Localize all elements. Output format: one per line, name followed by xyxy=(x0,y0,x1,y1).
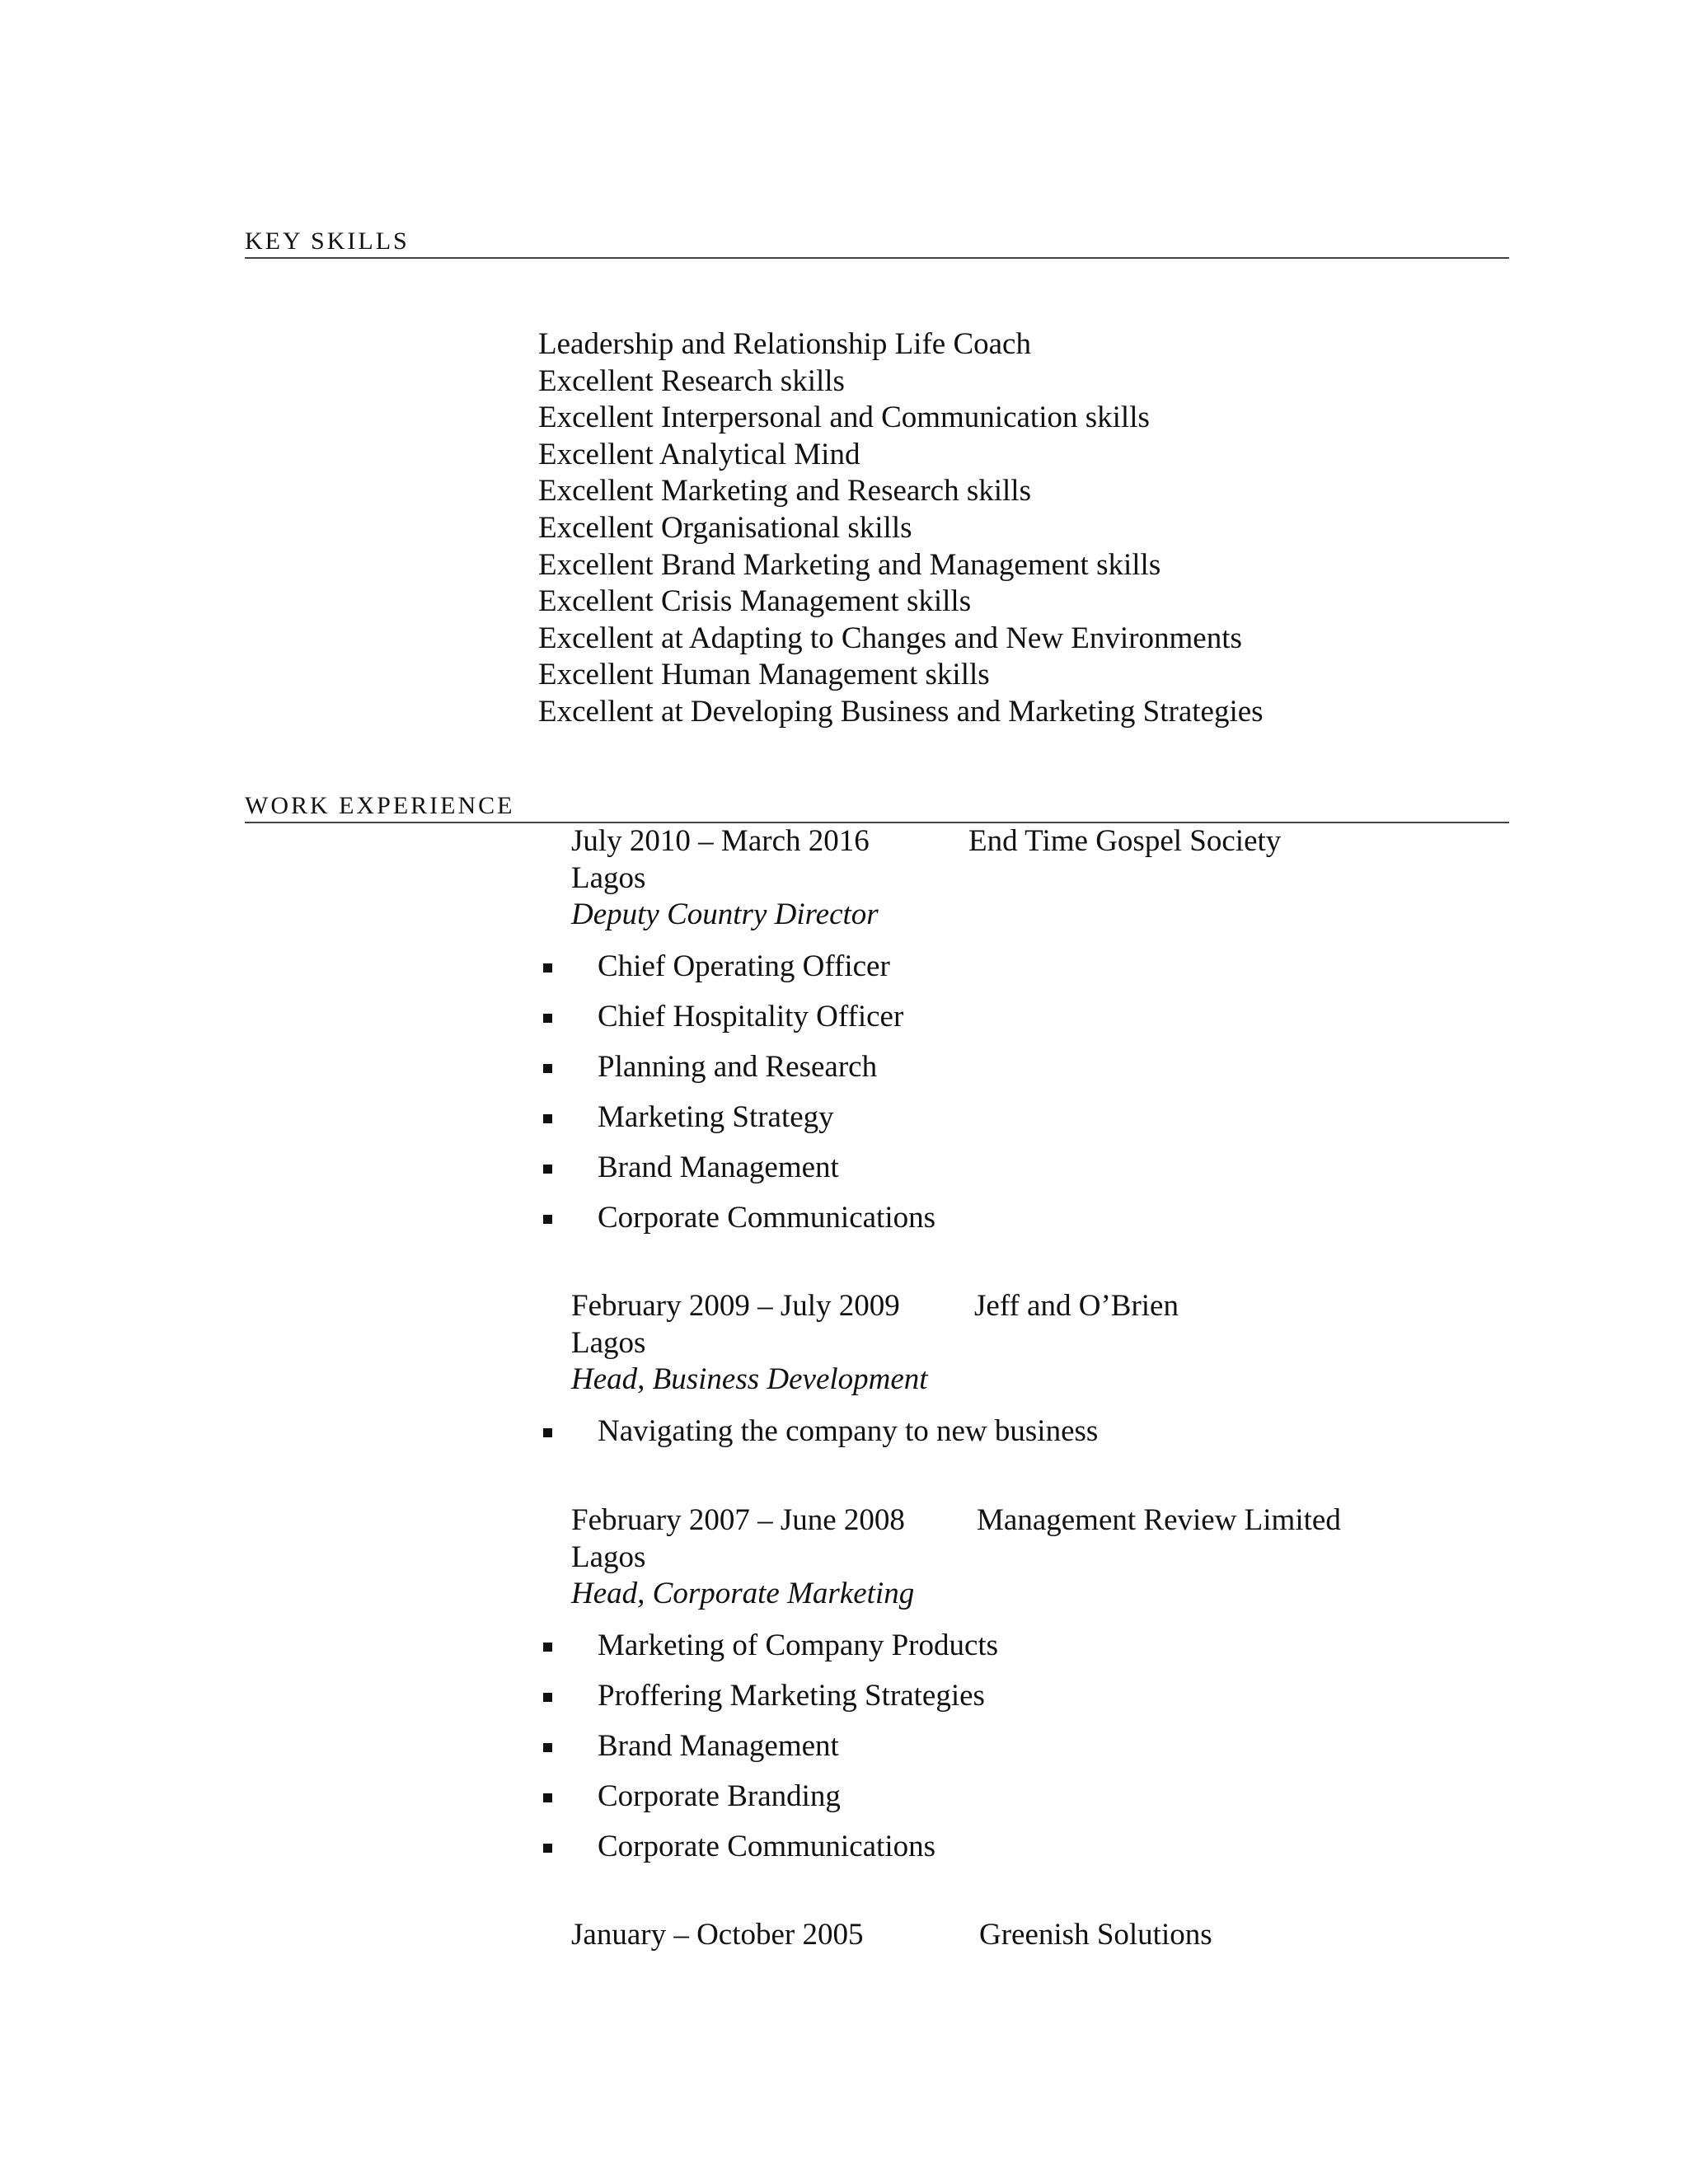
job-entry xyxy=(571,1288,1179,1399)
bullet-square-icon xyxy=(543,1114,552,1123)
duty-item: Marketing of Company Products xyxy=(538,1620,998,1671)
job-employer: Jeff and O’Brien xyxy=(974,1289,1179,1323)
bullet-square-icon xyxy=(543,1643,552,1652)
skill-item: Excellent at Adapting to Changes and New Environments xyxy=(538,621,1242,655)
bullet-square-icon xyxy=(543,1215,552,1224)
job-dates: January – October 2005 xyxy=(571,1918,864,1952)
job-employer: End Time Gospel Society xyxy=(968,824,1282,858)
skill-item: Excellent Analytical Mind xyxy=(538,437,860,471)
job-location: Lagos xyxy=(571,1325,646,1360)
duty-item: Proffering Marketing Strategies xyxy=(538,1671,998,1721)
duty-item: Corporate Communications xyxy=(538,1821,998,1872)
bullet-square-icon xyxy=(543,1743,552,1752)
bullet-square-icon xyxy=(543,963,552,972)
bullet-square-icon xyxy=(543,1844,552,1853)
job-role: Deputy Country Director xyxy=(571,898,879,932)
skill-item: Excellent Human Management skills xyxy=(538,658,990,692)
skill-item: Excellent Crisis Management skills xyxy=(538,584,972,619)
duty-item: Navigating the company to new business xyxy=(538,1406,1098,1456)
skill-item: Excellent at Developing Business and Marketing Strategies xyxy=(538,694,1264,729)
job-role: Head, Corporate Marketing xyxy=(571,1577,915,1611)
job-dates: July 2010 – March 2016 xyxy=(571,824,870,858)
job-location: Lagos xyxy=(571,860,646,895)
duty-item: Chief Operating Officer xyxy=(538,941,935,991)
job-location: Lagos xyxy=(571,1540,646,1574)
bullet-square-icon xyxy=(543,1165,552,1174)
bullet-square-icon xyxy=(543,1428,552,1437)
duty-item: Chief Hospitality Officer xyxy=(538,991,935,1042)
bullet-square-icon xyxy=(543,1014,552,1023)
skill-item: Leadership and Relationship Life Coach xyxy=(538,327,1031,361)
skill-item: Excellent Research skills xyxy=(538,363,845,398)
bullet-square-icon xyxy=(543,1693,552,1702)
duty-item: Brand Management xyxy=(538,1721,998,1771)
job-employer: Greenish Solutions xyxy=(979,1918,1212,1952)
job-dates: February 2009 – July 2009 xyxy=(571,1289,900,1323)
job-role: Head, Business Development xyxy=(571,1362,928,1397)
skill-item: Excellent Interpersonal and Communication skills xyxy=(538,401,1150,435)
duty-item: Corporate Branding xyxy=(538,1771,998,1821)
duty-item: Marketing Strategy xyxy=(538,1092,935,1142)
skill-item: Excellent Marketing and Research skills xyxy=(538,474,1031,509)
bullet-square-icon xyxy=(543,1793,552,1802)
duty-item: Corporate Communications xyxy=(538,1193,935,1243)
job-duties-list xyxy=(538,1620,998,1872)
job-entry xyxy=(571,823,1282,934)
job-employer: Management Review Limited xyxy=(977,1503,1341,1537)
duty-item: Planning and Research xyxy=(538,1042,935,1092)
bullet-square-icon xyxy=(543,1064,552,1073)
work-experience-heading: WORK EXPERIENCE xyxy=(245,792,1509,823)
job-duties-list xyxy=(538,1406,1098,1456)
key-skills-heading: KEY SKILLS xyxy=(245,227,1509,259)
duty-item: Brand Management xyxy=(538,1142,935,1193)
job-entry xyxy=(571,1917,1212,1954)
job-dates: February 2007 – June 2008 xyxy=(571,1503,905,1537)
skill-item: Excellent Brand Marketing and Management skills xyxy=(538,547,1161,582)
job-duties-list xyxy=(538,941,935,1243)
job-entry xyxy=(571,1502,1341,1613)
key-skills-list xyxy=(538,326,1264,731)
skill-item: Excellent Organisational skills xyxy=(538,510,912,545)
